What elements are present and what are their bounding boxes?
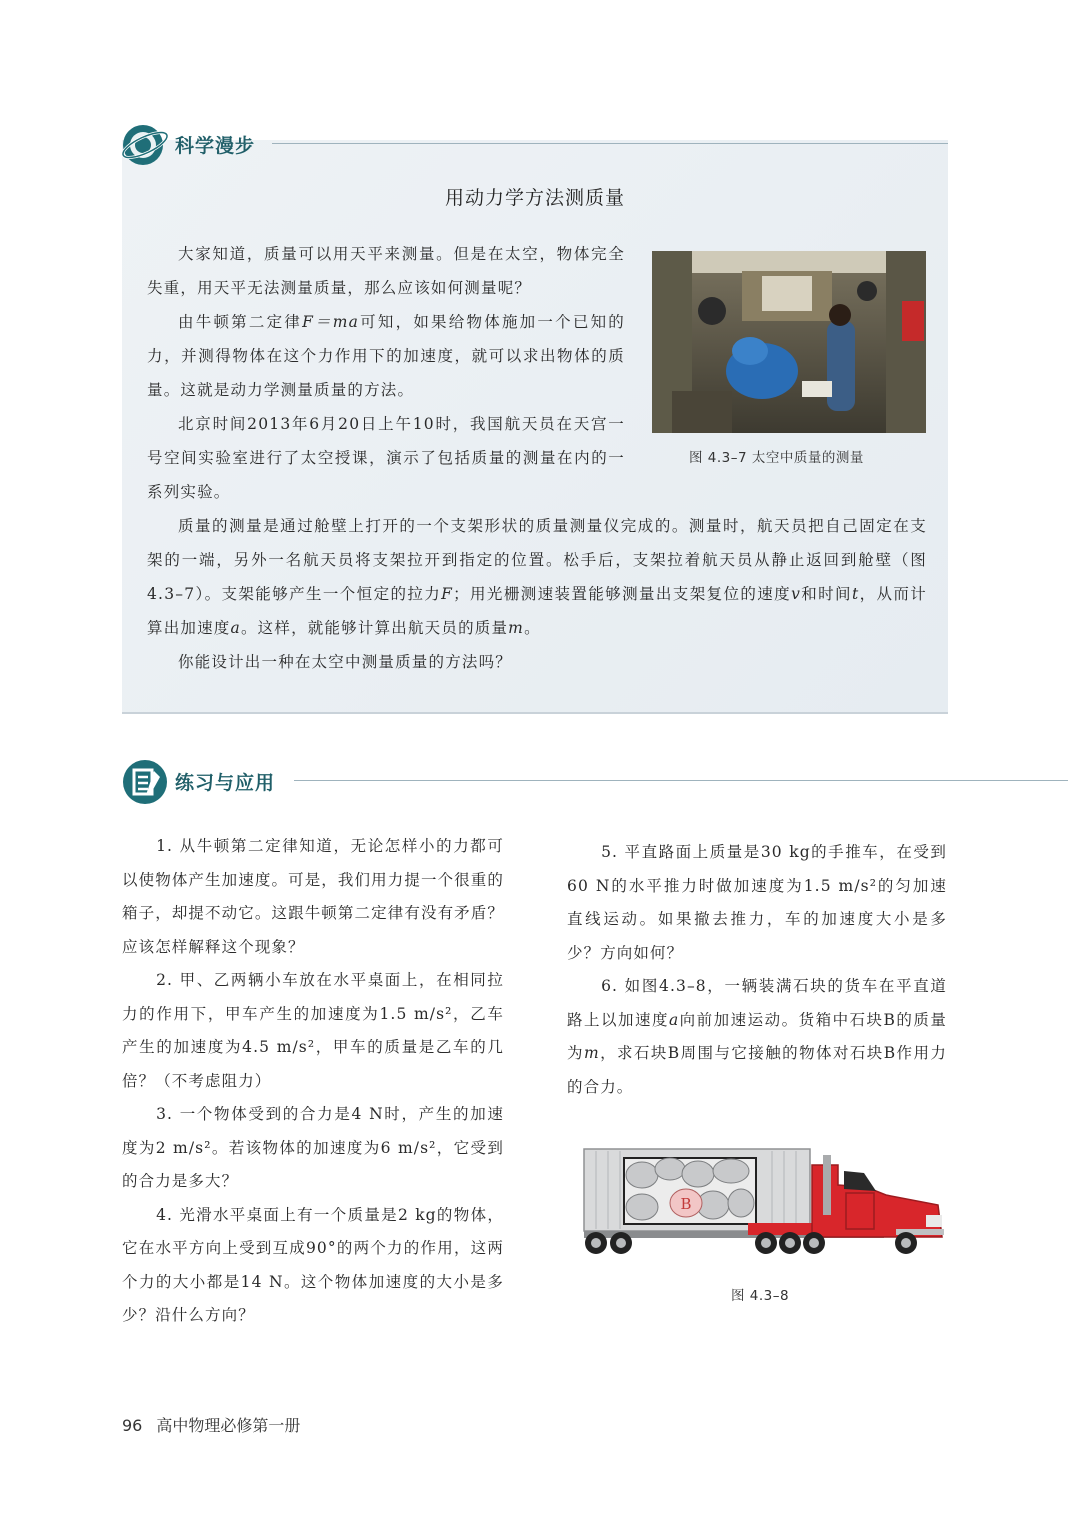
- page-number: 96: [122, 1416, 143, 1435]
- question-5: 5. 平直路面上质量是30 kg的手推车，在受到60 N的水平推力时做加速度为1.5 m/s²的匀加速直线运动。如果撤去推力，车的加速度大小是多少？方向如何？: [567, 843, 947, 962]
- formula: F＝ma: [302, 313, 360, 331]
- science-text-top: [147, 237, 625, 509]
- paragraph-4: 质量的测量是通过舱壁上打开的一个支架形状的质量测量仪完成的。测量时，航天员把自己固定在支架的一端，另外一名航天员将支架拉开到指定的位置。松手后，支架拉着航天员从静止返回到舱壁（图4.3–7）。支架能够产生一个恒定的拉力F；用光栅测速装置能够测量出支架复位的速度v和时间t，从而计算出加速度a。这样，就能够计算出航天员的质量m。: [147, 517, 927, 637]
- question-1: 1. 从牛顿第二定律知道，无论怎样小的力都可以使物体产生加速度。可是，我们用力提一个很重的箱子，却提不动它。这跟牛顿第二定律有没有矛盾？应该怎样解释这个现象？: [122, 837, 504, 956]
- science-globe-icon: [120, 120, 170, 170]
- space-station-photo: [652, 251, 926, 433]
- truck-figure: [576, 1145, 946, 1265]
- article-title: 用动力学方法测质量: [444, 187, 625, 209]
- paragraph-1: 大家知道，质量可以用天平来测量。但是在太空，物体完全失重，用天平无法测量质量，那么应该如何测量呢？: [147, 245, 625, 297]
- rock-b-label: B: [680, 1195, 692, 1213]
- exercise-right-column: [567, 836, 947, 1104]
- page-footer: [122, 1413, 314, 1436]
- figure-caption-4-3-7: 图 4.3–7 太空中质量的测量: [689, 450, 864, 466]
- exercise-left-column: [122, 830, 504, 1333]
- paragraph-3: 北京时间2013年6月20日上午10时，我国航天员在天宫一号空间实验室进行了太空授课，演示了包括质量的测量在内的一系列实验。: [147, 415, 625, 501]
- question-6: 6. 如图4.3–8，一辆装满石块的货车在平直道路上以加速度a向前加速运动。货箱中石块B的质量为m，求石块B周围与它接触的物体对石块B作用力的合力。: [567, 977, 947, 1096]
- science-heading: 科学漫步: [175, 135, 256, 157]
- figure-caption-4-3-8: 图 4.3–8: [731, 1288, 790, 1304]
- science-text-full: [147, 509, 927, 679]
- exercise-icon: [120, 757, 170, 807]
- paragraph-5: 你能设计出一种在太空中测量质量的方法吗？: [178, 653, 513, 671]
- question-3: 3. 一个物体受到的合力是4 N时，产生的加速度为2 m/s²。若该物体的加速度为6 m/s²，它受到的合力是多大？: [122, 1105, 504, 1190]
- paragraph-2: 由牛顿第二定律F＝ma可知，如果给物体施加一个已知的力，并测得物体在这个力作用下的加速度，就可以求出物体的质量。这就是动力学测量质量的方法。: [147, 313, 625, 399]
- book-title: 高中物理必修第一册: [156, 1416, 301, 1435]
- question-4: 4. 光滑水平桌面上有一个质量是2 kg的物体，它在水平方向上受到互成90°的两个力的作用，这两个力的大小都是14 N。这个物体加速度的大小是多少？沿什么方向？: [122, 1205, 504, 1324]
- exercise-heading: 练习与应用: [175, 772, 276, 794]
- exercise-heading-rule: [294, 780, 1068, 781]
- question-2: 2. 甲、乙两辆小车放在水平桌面上，在相同拉力的作用下，甲车产生的加速度为1.5 m/s²，乙车产生的加速度为4.5 m/s²，甲车的质量是乙车的几倍？（不考虑阻力）: [122, 971, 504, 1090]
- science-heading-rule: [272, 143, 948, 144]
